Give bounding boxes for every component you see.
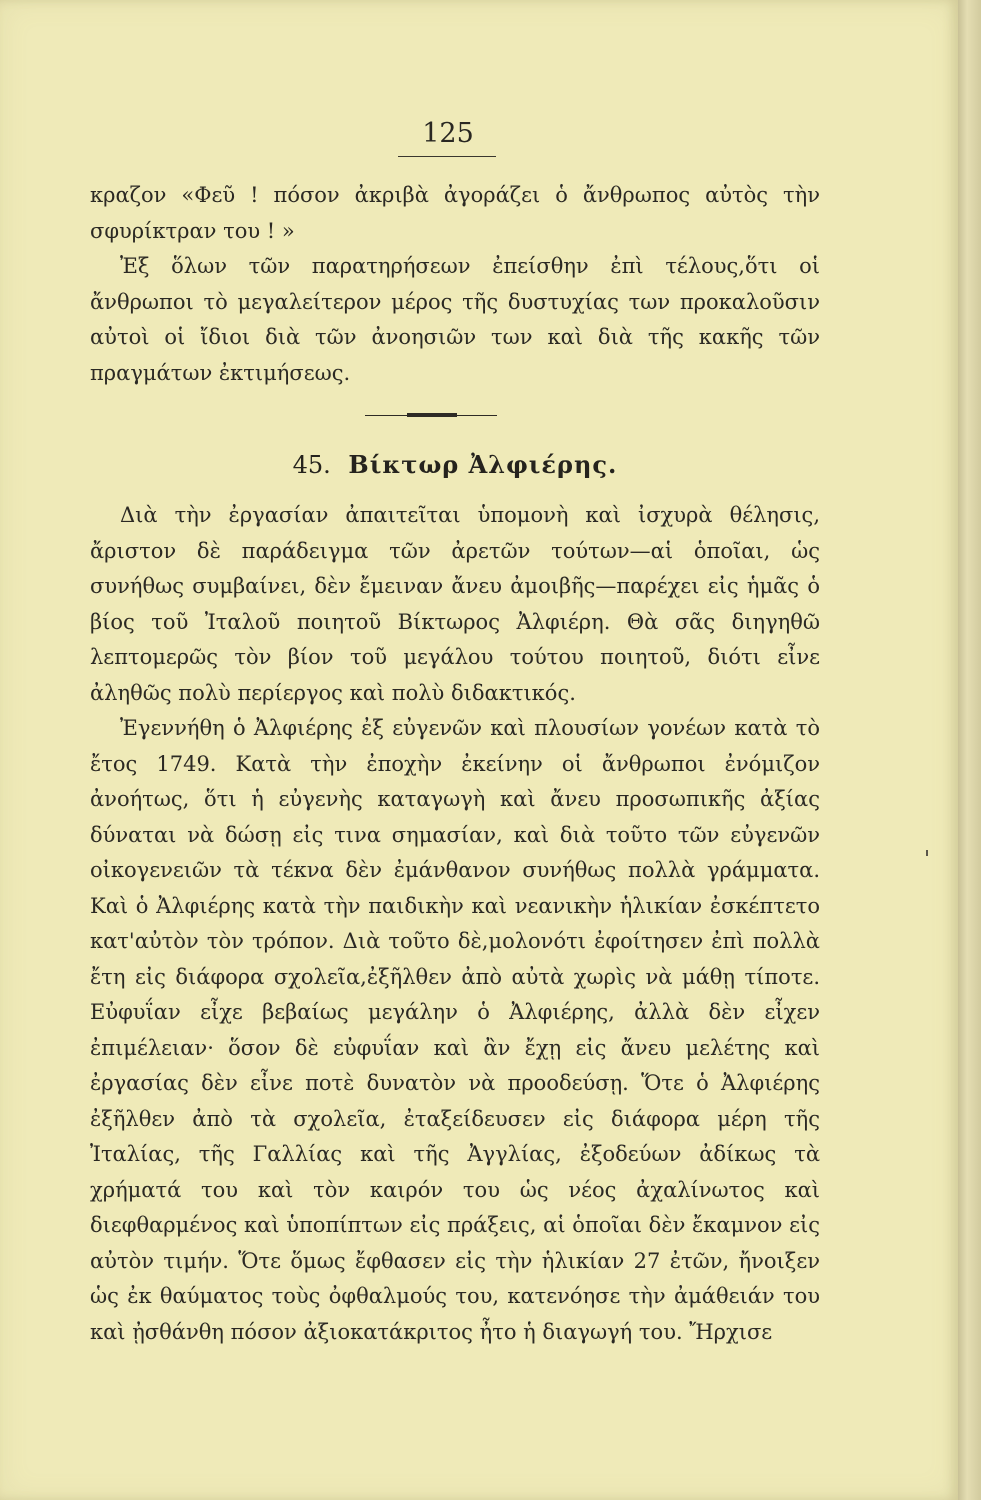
paragraph-continuation: κραζον «Φεῦ ! πόσον ἀκριβὰ ἀγοράζει ὁ ἄνθρωπος αὐτὸς τὴν σφυρίκτραν του ! » — [90, 183, 820, 243]
separator-ornament — [407, 413, 457, 417]
paper-speck — [926, 850, 928, 856]
paragraph: Διὰ τὴν ἐργασίαν ἀπαιτεῖται ὑπομονὴ καὶ ἰσχυρὰ θέλησις, ἄριστον δὲ παράδειγμα τῶν ἀρετῶν τούτων—αἱ ὁποῖαι, ὡς συνήθως συμβαίνει, δὲν ἔμειναν ἄνευ ἀμοιβῆς—παρέχει εἰς ἡμᾶς ὁ βίος τοῦ Ἰταλοῦ ποιητοῦ Βίκτωρος Ἀλφιέρη. Θὰ σᾶς διηγηθῶ λεπτομερῶς τὸν βίον τοῦ μεγάλου τούτου ποιητοῦ, διότι εἶνε ἀληθῶς πολὺ περίεργος καὶ πολὺ διδακτικός. — [90, 503, 820, 705]
section-heading — [90, 450, 820, 479]
body-text-block — [90, 498, 820, 1350]
page-edge — [958, 0, 981, 1500]
section-title: Βίκτωρ Ἀλφιέρης. — [348, 450, 618, 479]
page-number: 125 — [422, 118, 474, 149]
top-text-block — [90, 178, 820, 391]
paragraph: Ἐγεννήθη ὁ Ἀλφιέρης ἐξ εὐγενῶν καὶ πλουσίων γονέων κατὰ τὸ ἔτος 1749. Κατὰ τὴν ἐποχὴν ἐκείνην οἱ ἄνθρωποι ἐνόμιζον ἀνοήτως, ὅτι ἡ εὐγενὴς καταγωγὴ καὶ ἄνευ προσωπικῆς ἀξίας δύναται νὰ δώσῃ εἰς τινα σημασίαν, καὶ διὰ τοῦτο τῶν εὐγενῶν οἰκογενειῶν τὰ τέκνα δὲν ἐμάνθανον συνήθως πολλὰ γράμματα. Καὶ ὁ Ἀλφιέρης κατὰ τὴν παιδικὴν καὶ νεανικὴν ἡλικίαν ἐσκέπτετο κατ'αὐτὸν τὸν τρόπον. Διὰ τοῦτο δὲ,μολονότι ἐφοίτησεν ἐπὶ πολλὰ ἔτη εἰς διάφορα σχολεῖα,ἐξῆλθεν ἀπὸ αὐτὰ χωρὶς νὰ μάθῃ τίποτε. Εὐφυΐαν εἶχε βεβαίως μεγάλην ὁ Ἀλφιέρης, ἀλλὰ δὲν εἶχεν ἐπιμέλειαν· ὅσον δὲ εὐφυΐαν καὶ ἂν ἔχῃ εἰς ἄνευ μελέτης καὶ ἐργασίας δὲν εἶνε ποτὲ δυνατὸν νὰ προοδεύσῃ. Ὅτε ὁ Ἀλφιέρης ἐξῆλθεν ἀπὸ τὰ σχολεῖα, ἐταξείδευσεν εἰς διάφορα μέρη τῆς Ἰταλίας, τῆς Γαλλίας καὶ τῆς Ἀγγλίας, ἐξοδεύων ἀδίκως τὰ χρήματά του καὶ τὸν καιρόν του ὡς νέος ἀχαλίνωτος καὶ διεφθαρμένος καὶ ὑποπίπτων εἰς πράξεις, αἱ ὁποῖαι δὲν ἔκαμνον εἰς αὐτὸν τιμήν. Ὅτε ὅμως ἔφθασεν εἰς τὴν ἡλικίαν 27 ἐτῶν, ἤνοιξεν ὡς ἐκ θαύματος τοὺς ὀφθαλμούς του, κατενόησε τὴν ἀμάθειάν του καὶ ᾐσθάνθη πόσον ἀξιοκατάκριτος ἦτο ἡ διαγωγή του. Ἤρχισε — [90, 716, 820, 1344]
section-separator — [365, 410, 497, 422]
section-number: 45. — [292, 451, 331, 479]
paragraph: Ἐξ ὅλων τῶν παρατηρήσεων ἐπείσθην ἐπὶ τέλους,ὅτι οἱ ἄνθρωποι τὸ μεγαλείτερον μέρος τῆς δυστυχίας των προκαλοῦσιν αὐτοὶ οἱ ἴδιοι διὰ τῶν ἀνοησιῶν των καὶ διὰ τῆς κακῆς τῶν πραγμάτων ἐκτιμήσεως. — [90, 254, 820, 385]
page-number-rule — [398, 156, 496, 157]
